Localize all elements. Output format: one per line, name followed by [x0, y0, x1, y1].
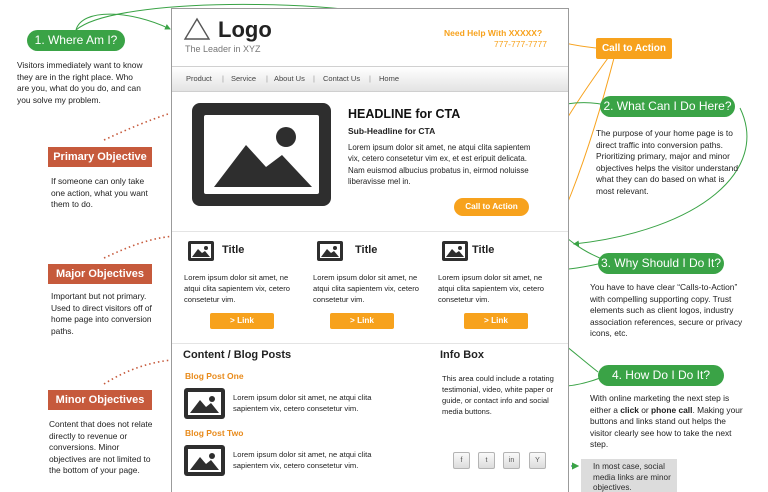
logo-text: Logo — [218, 17, 272, 42]
how-do-i-click: click — [620, 404, 639, 415]
social-media-note — [581, 459, 677, 492]
info-box-text: This area could include a rotating testimonial, video, white paper or guide, or contact info and social media buttons. — [442, 374, 554, 416]
logo-triangle-icon — [183, 17, 211, 41]
callout-what-can-i-do: 2. What Can I Do Here? — [600, 96, 735, 117]
social-media-note-text: In most case, social media links are minor objectives. — [593, 462, 671, 492]
how-do-i-phone: phone call — [651, 404, 693, 415]
how-do-i-text-pre: With online marketing the next step is either a — [590, 393, 730, 415]
nav-item-about-us[interactable]: About Us — [274, 74, 305, 83]
help-text: Need Help With XXXXX? — [444, 28, 543, 38]
blog-post-image-icon — [184, 388, 225, 419]
nav-separator: | — [222, 74, 224, 83]
callout-call-to-action: Call to Action — [596, 38, 672, 59]
card-title: Title — [222, 244, 245, 256]
card-image-icon — [188, 241, 214, 261]
hero-call-to-action-button[interactable]: Call to Action — [454, 198, 529, 216]
youtube-icon[interactable]: Y — [529, 452, 546, 469]
callout-how-do-i: 4. How Do I Do It? — [598, 365, 724, 386]
nav-bar — [172, 66, 568, 92]
nav-item-home[interactable]: Home — [379, 74, 400, 83]
tagline: The Leader in XYZ — [185, 44, 261, 54]
card-text: Lorem ipsum dolor sit amet, ne atqui clita sapientem vix, cetero consetetur vim. — [438, 273, 544, 304]
image-icon — [204, 115, 319, 194]
card-image-icon — [442, 241, 468, 261]
blog-post-title[interactable]: Blog Post Two — [185, 428, 244, 438]
card-1 — [184, 241, 304, 333]
blog-post-text: Lorem ipsum dolor sit amet, ne atqui clita sapientem vix, cetero consetetur vim. — [233, 393, 372, 413]
card-link-button[interactable]: > Link — [330, 313, 394, 329]
callout-where-am-i: 1. Where Am I? — [27, 30, 125, 51]
what-can-i-do-description: The purpose of your home page is to direct traffic into conversion paths. Prioritizing primary, major and minor objectives helps the visitor understand what they can do based on what is most relevant. — [596, 128, 738, 196]
how-do-i-text-or: or — [638, 404, 652, 415]
phone-number: 777-777-7777 — [494, 39, 547, 49]
divider — [172, 343, 568, 344]
twitter-icon[interactable]: t — [478, 452, 495, 469]
nav-item-product[interactable]: Product — [186, 74, 212, 83]
where-am-i-description: Visitors immediately want to know they are in the right place. Who are you, what do you do, and can you solve my problem. — [17, 60, 143, 105]
blog-post-title[interactable]: Blog Post One — [185, 371, 244, 381]
nav-separator: | — [313, 74, 315, 83]
why-should-i-description: You have to have clear “Calls-to-Action” with compelling supporting copy. Trust elements such as client logos, industry association references, secure or privacy icons, etc. — [590, 282, 743, 339]
how-do-i-description — [590, 393, 746, 451]
nav-item-contact-us[interactable]: Contact Us — [323, 74, 361, 83]
card-text: Lorem ipsum dolor sit amet, ne atqui clita sapientem vix, cetero consetetur vim. — [184, 273, 290, 304]
nav-separator: | — [369, 74, 371, 83]
card-link-button[interactable]: > Link — [210, 313, 274, 329]
how-do-i-text-post: . Making your buttons and links stand out helps the visitor clearly see how to take the next step. — [590, 404, 743, 450]
nav-separator: | — [266, 74, 268, 83]
primary-objective-description: If someone can only take one action, what you want them to do. — [51, 176, 148, 210]
divider — [172, 231, 568, 232]
facebook-icon[interactable]: f — [453, 452, 470, 469]
card-title: Title — [355, 244, 378, 256]
blog-post-text: Lorem ipsum dolor sit amet, ne atqui clita sapientem vix, cetero consetetur vim. — [233, 450, 372, 470]
hero-subheadline: Sub-Headline for CTA — [348, 126, 436, 136]
homepage-wireframe — [171, 8, 569, 492]
card-title: Title — [472, 244, 495, 256]
minor-objectives-label: Minor Objectives — [48, 390, 152, 410]
hero-image-placeholder — [192, 103, 331, 206]
callout-why-should-i: 3. Why Should I Do It? — [598, 253, 724, 274]
nav-item-service[interactable]: Service — [231, 74, 257, 83]
card-2 — [313, 241, 433, 333]
card-link-button[interactable]: > Link — [464, 313, 528, 329]
hero-body-text: Lorem ipsum dolor sit amet, ne atqui clita sapientem vix, cetero consetetur vim ex, et est eripuit delicata. Nam euismod albucius probatus in, eirmod noluisse liberavisse mel in. — [348, 143, 531, 187]
card-image-icon — [317, 241, 343, 261]
major-objectives-description: Important but not primary. Used to direct visitors off of home page into conversion paths. — [51, 291, 152, 336]
hero-headline: HEADLINE for CTA — [348, 107, 461, 121]
card-3 — [438, 241, 560, 333]
minor-objectives-description: Content that does not relate directly to revenue or conversions. Minor objectives are not limited to the bottom of your page. — [49, 419, 153, 476]
card-text: Lorem ipsum dolor sit amet, ne atqui clita sapientem vix, cetero consetetur vim. — [313, 273, 419, 304]
primary-objective-label: Primary Objective — [48, 147, 152, 167]
info-box-heading: Info Box — [440, 349, 484, 361]
blog-heading: Content / Blog Posts — [183, 349, 292, 361]
linkedin-icon[interactable]: in — [503, 452, 520, 469]
blog-post-image-icon — [184, 445, 225, 476]
major-objectives-label: Major Objectives — [48, 264, 152, 284]
